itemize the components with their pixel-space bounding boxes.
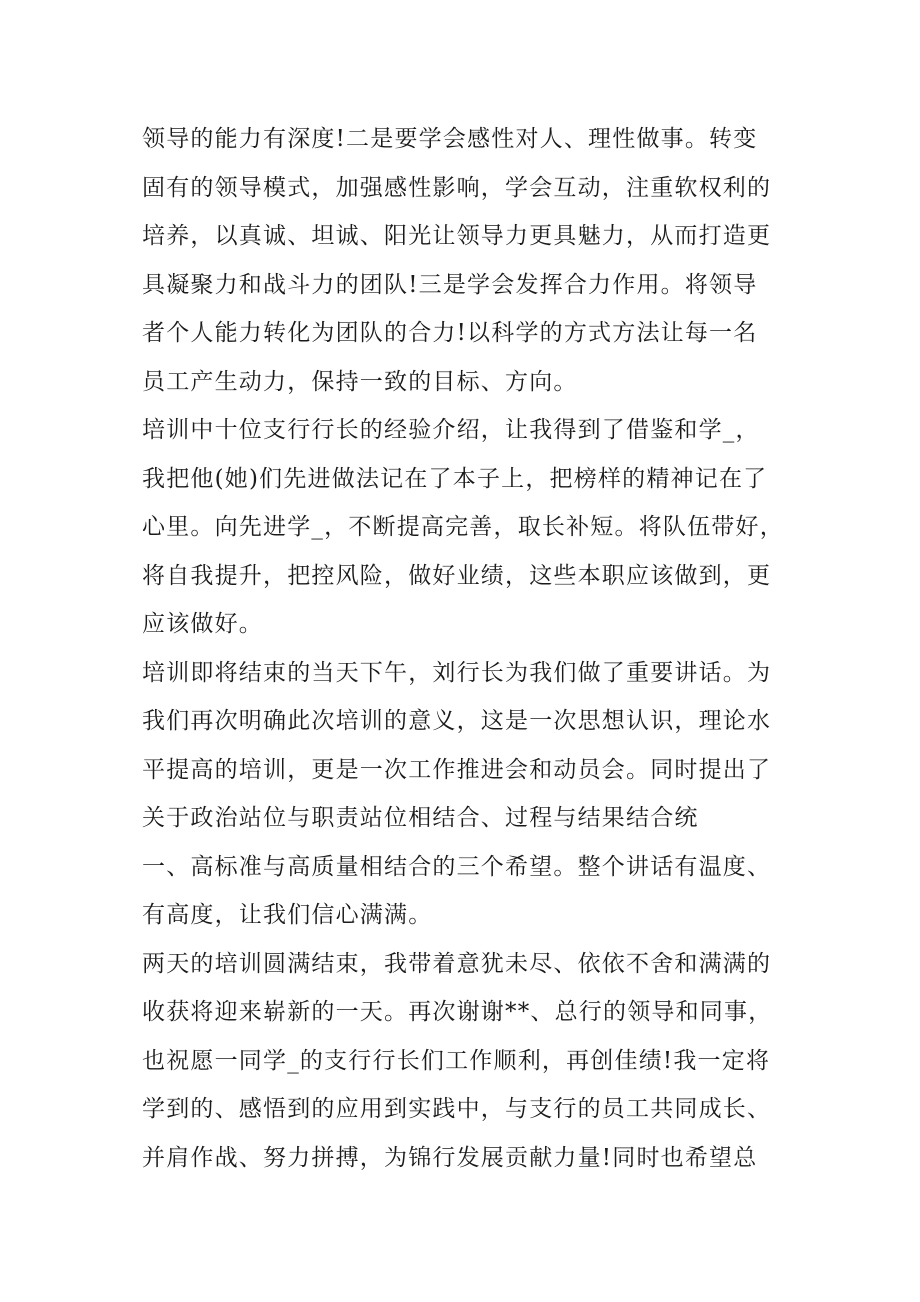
text-line: 也祝愿一同学_的支行行长们工作顺利，再创佳绩!我一定将 xyxy=(142,1047,771,1074)
text-line: 有高度，让我们信心满满。 xyxy=(142,902,433,928)
text-line: 两天的培训圆满结束，我带着意犹未尽、依依不舍和满满的 xyxy=(142,950,772,977)
text-line: 培训即将结束的当天下午，刘行长为我们做了重要讲话。为 xyxy=(142,659,772,686)
text-line: 培养，以真诚、坦诚、阳光让领导力更具魅力，从而打造更 xyxy=(142,223,772,249)
document-body xyxy=(142,115,802,1182)
text-line: 领导的能力有深度!二是要学会感性对人、理性做事。转变 xyxy=(142,126,758,152)
text-line: 员工产生动力，保持一致的目标、方向。 xyxy=(142,368,578,395)
text-line: 一、高标准与高质量相结合的三个希望。整个讲话有温度、 xyxy=(142,853,772,880)
text-line: 培训中十位支行行长的经验介绍，让我得到了借鉴和学_， xyxy=(142,417,760,443)
text-line: 并肩作战、努力拼搏，为锦行发展贡献力量!同时也希望总 xyxy=(142,1144,758,1171)
text-line: 我们再次明确此次培训的意义，这是一次思想认识，理论水 xyxy=(142,708,772,734)
text-line: 学到的、感悟到的应用到实践中，与支行的员工共同成长、 xyxy=(142,1096,772,1122)
text-line: 将自我提升，把控风险，做好业绩，这些本职应该做到，更 xyxy=(142,562,772,589)
text-line: 应该做好。 xyxy=(142,611,263,637)
text-line: 具凝聚力和战斗力的团队!三是学会发挥合力作用。将领导 xyxy=(142,271,758,298)
text-line: 平提高的培训，更是一次工作推进会和动员会。同时提出了 xyxy=(142,756,772,783)
text-line: 我把他(她)们先进做法记在了本子上，把榜样的精神记在了 xyxy=(142,465,768,492)
text-line: 心里。向先进学_，不断提高完善，取长补短。将队伍带好， xyxy=(142,514,784,540)
text-line: 者个人能力转化为团队的合力!以科学的方式方法让每一名 xyxy=(142,320,758,346)
text-line: 收获将迎来崭新的一天。再次谢谢**、总行的领导和同事， xyxy=(142,999,773,1025)
text-line: 固有的领导模式，加强感性影响，学会互动，注重软权利的 xyxy=(142,174,772,201)
text-line: 关于政治站位与职责站位相结合、过程与结果结合统 xyxy=(142,805,699,831)
